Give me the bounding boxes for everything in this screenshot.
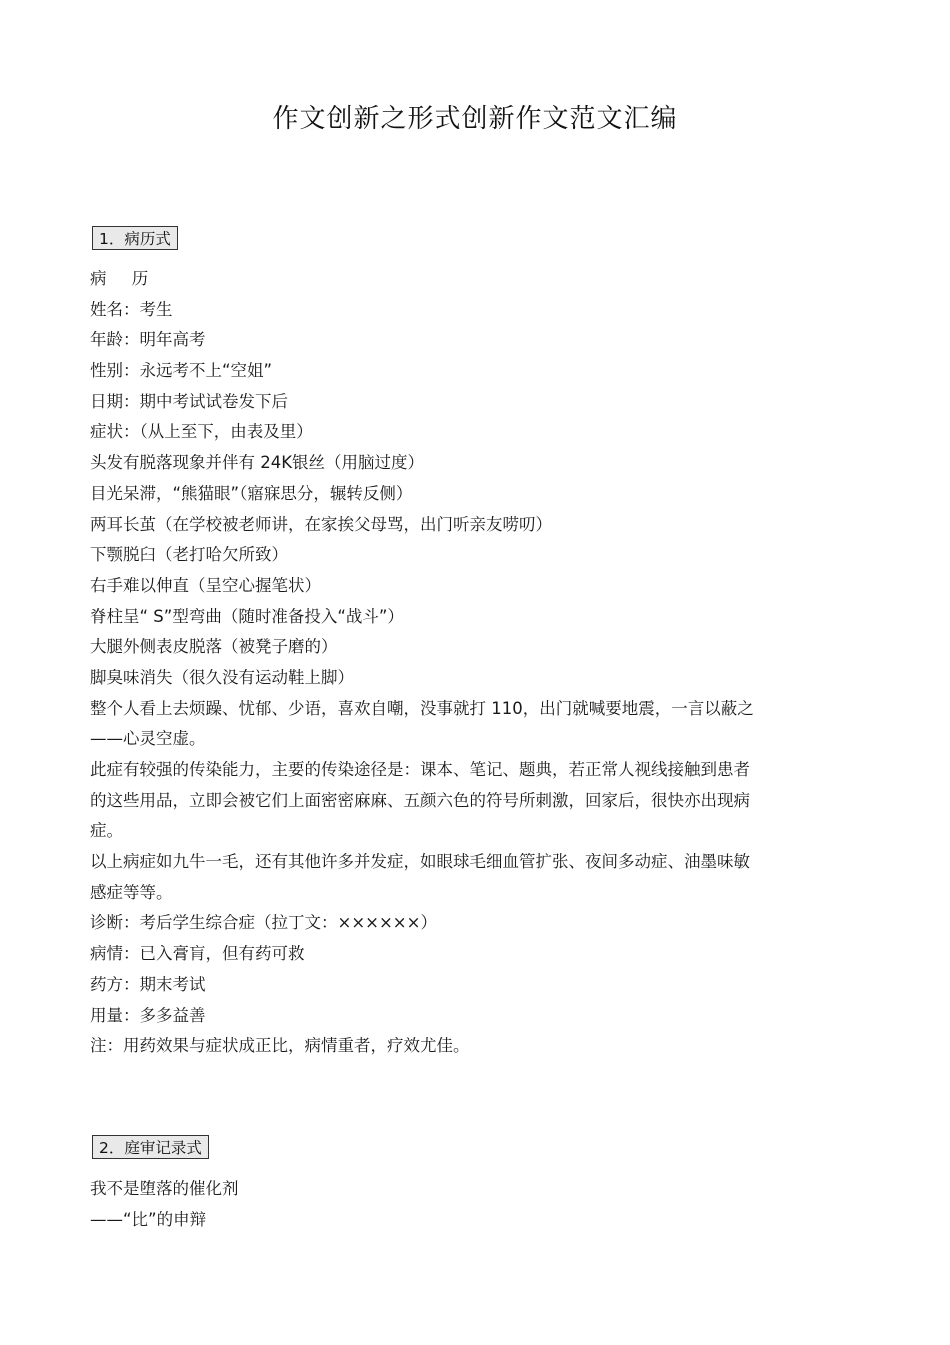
text-line: 病情：已入膏肓，但有药可救 xyxy=(90,944,305,964)
text-line: 性别：永远考不上“空姐” xyxy=(90,361,273,381)
text-line: 两耳长茧（在学校被老师讲，在家挨父母骂，出门听亲友唠叨） xyxy=(90,514,552,534)
section-2-body xyxy=(90,1174,860,1235)
text-line: 症状：（从上至下，由表及里） xyxy=(90,422,313,442)
text-line: 大腿外侧表皮脱落（被凳子磨的） xyxy=(90,637,338,657)
text-line: 整个人看上去烦躁、忧郁、少语，喜欢自嘲，没事就打 110，出门就喊要地震，一言以蔽之 xyxy=(90,698,754,718)
text-line: ——心灵空虚。 xyxy=(90,729,206,749)
text-line: 以上病症如九牛一毛，还有其他许多并发症，如眼球毛细血管扩张、夜间多动症、油墨味敏 xyxy=(90,852,750,872)
text-line: 目光呆滞，“熊猫眼”（寤寐思分，辗转反侧） xyxy=(90,483,413,503)
text-line: 注：用药效果与症状成正比，病情重者，疗效尤佳。 xyxy=(90,1036,470,1056)
text-line: 用量：多多益善 xyxy=(90,1005,206,1025)
section-1-body xyxy=(90,264,860,1062)
text-line: 我不是堕落的催化剂 xyxy=(90,1179,239,1198)
text-line: 右手难以伸直（呈空心握笔状） xyxy=(90,575,321,595)
text-line: 日期：期中考试试卷发下后 xyxy=(90,391,288,411)
text-line: ——“比”的申辩 xyxy=(90,1209,207,1229)
text-line: 感症等等。 xyxy=(90,882,173,902)
text-line: 脚臭味消失（很久没有运动鞋上脚） xyxy=(90,667,354,687)
text-line: 头发有脱落现象并伴有 24K银丝（用脑过度） xyxy=(90,453,425,473)
section-tag-1: 1．病历式 xyxy=(92,226,178,250)
text-line: 下颚脱臼（老打哈欠所致） xyxy=(90,545,288,565)
text-line: 的这些用品，立即会被它们上面密密麻麻、五颜六色的符号所刺激，回家后，很快亦出现病 xyxy=(90,790,750,810)
document-title: 作文创新之形式创新作文范文汇编 xyxy=(272,104,678,134)
text-line: 此症有较强的传染能力，主要的传染途径是：课本、笔记、题典，若正常人视线接触到患者 xyxy=(90,760,750,779)
text-line: 药方：期末考试 xyxy=(90,974,206,994)
text-line: 脊柱呈“ S”型弯曲（随时准备投入“战斗”） xyxy=(90,606,404,626)
text-line: 年龄：明年高考 xyxy=(90,330,206,350)
section-tag-2: 2．庭审记录式 xyxy=(92,1135,209,1159)
text-line: 病 历 xyxy=(90,269,159,288)
text-line: 症。 xyxy=(90,821,123,841)
text-line: 诊断：考后学生综合症（拉丁文：××××××） xyxy=(90,913,437,933)
text-line: 姓名：考生 xyxy=(90,299,173,319)
